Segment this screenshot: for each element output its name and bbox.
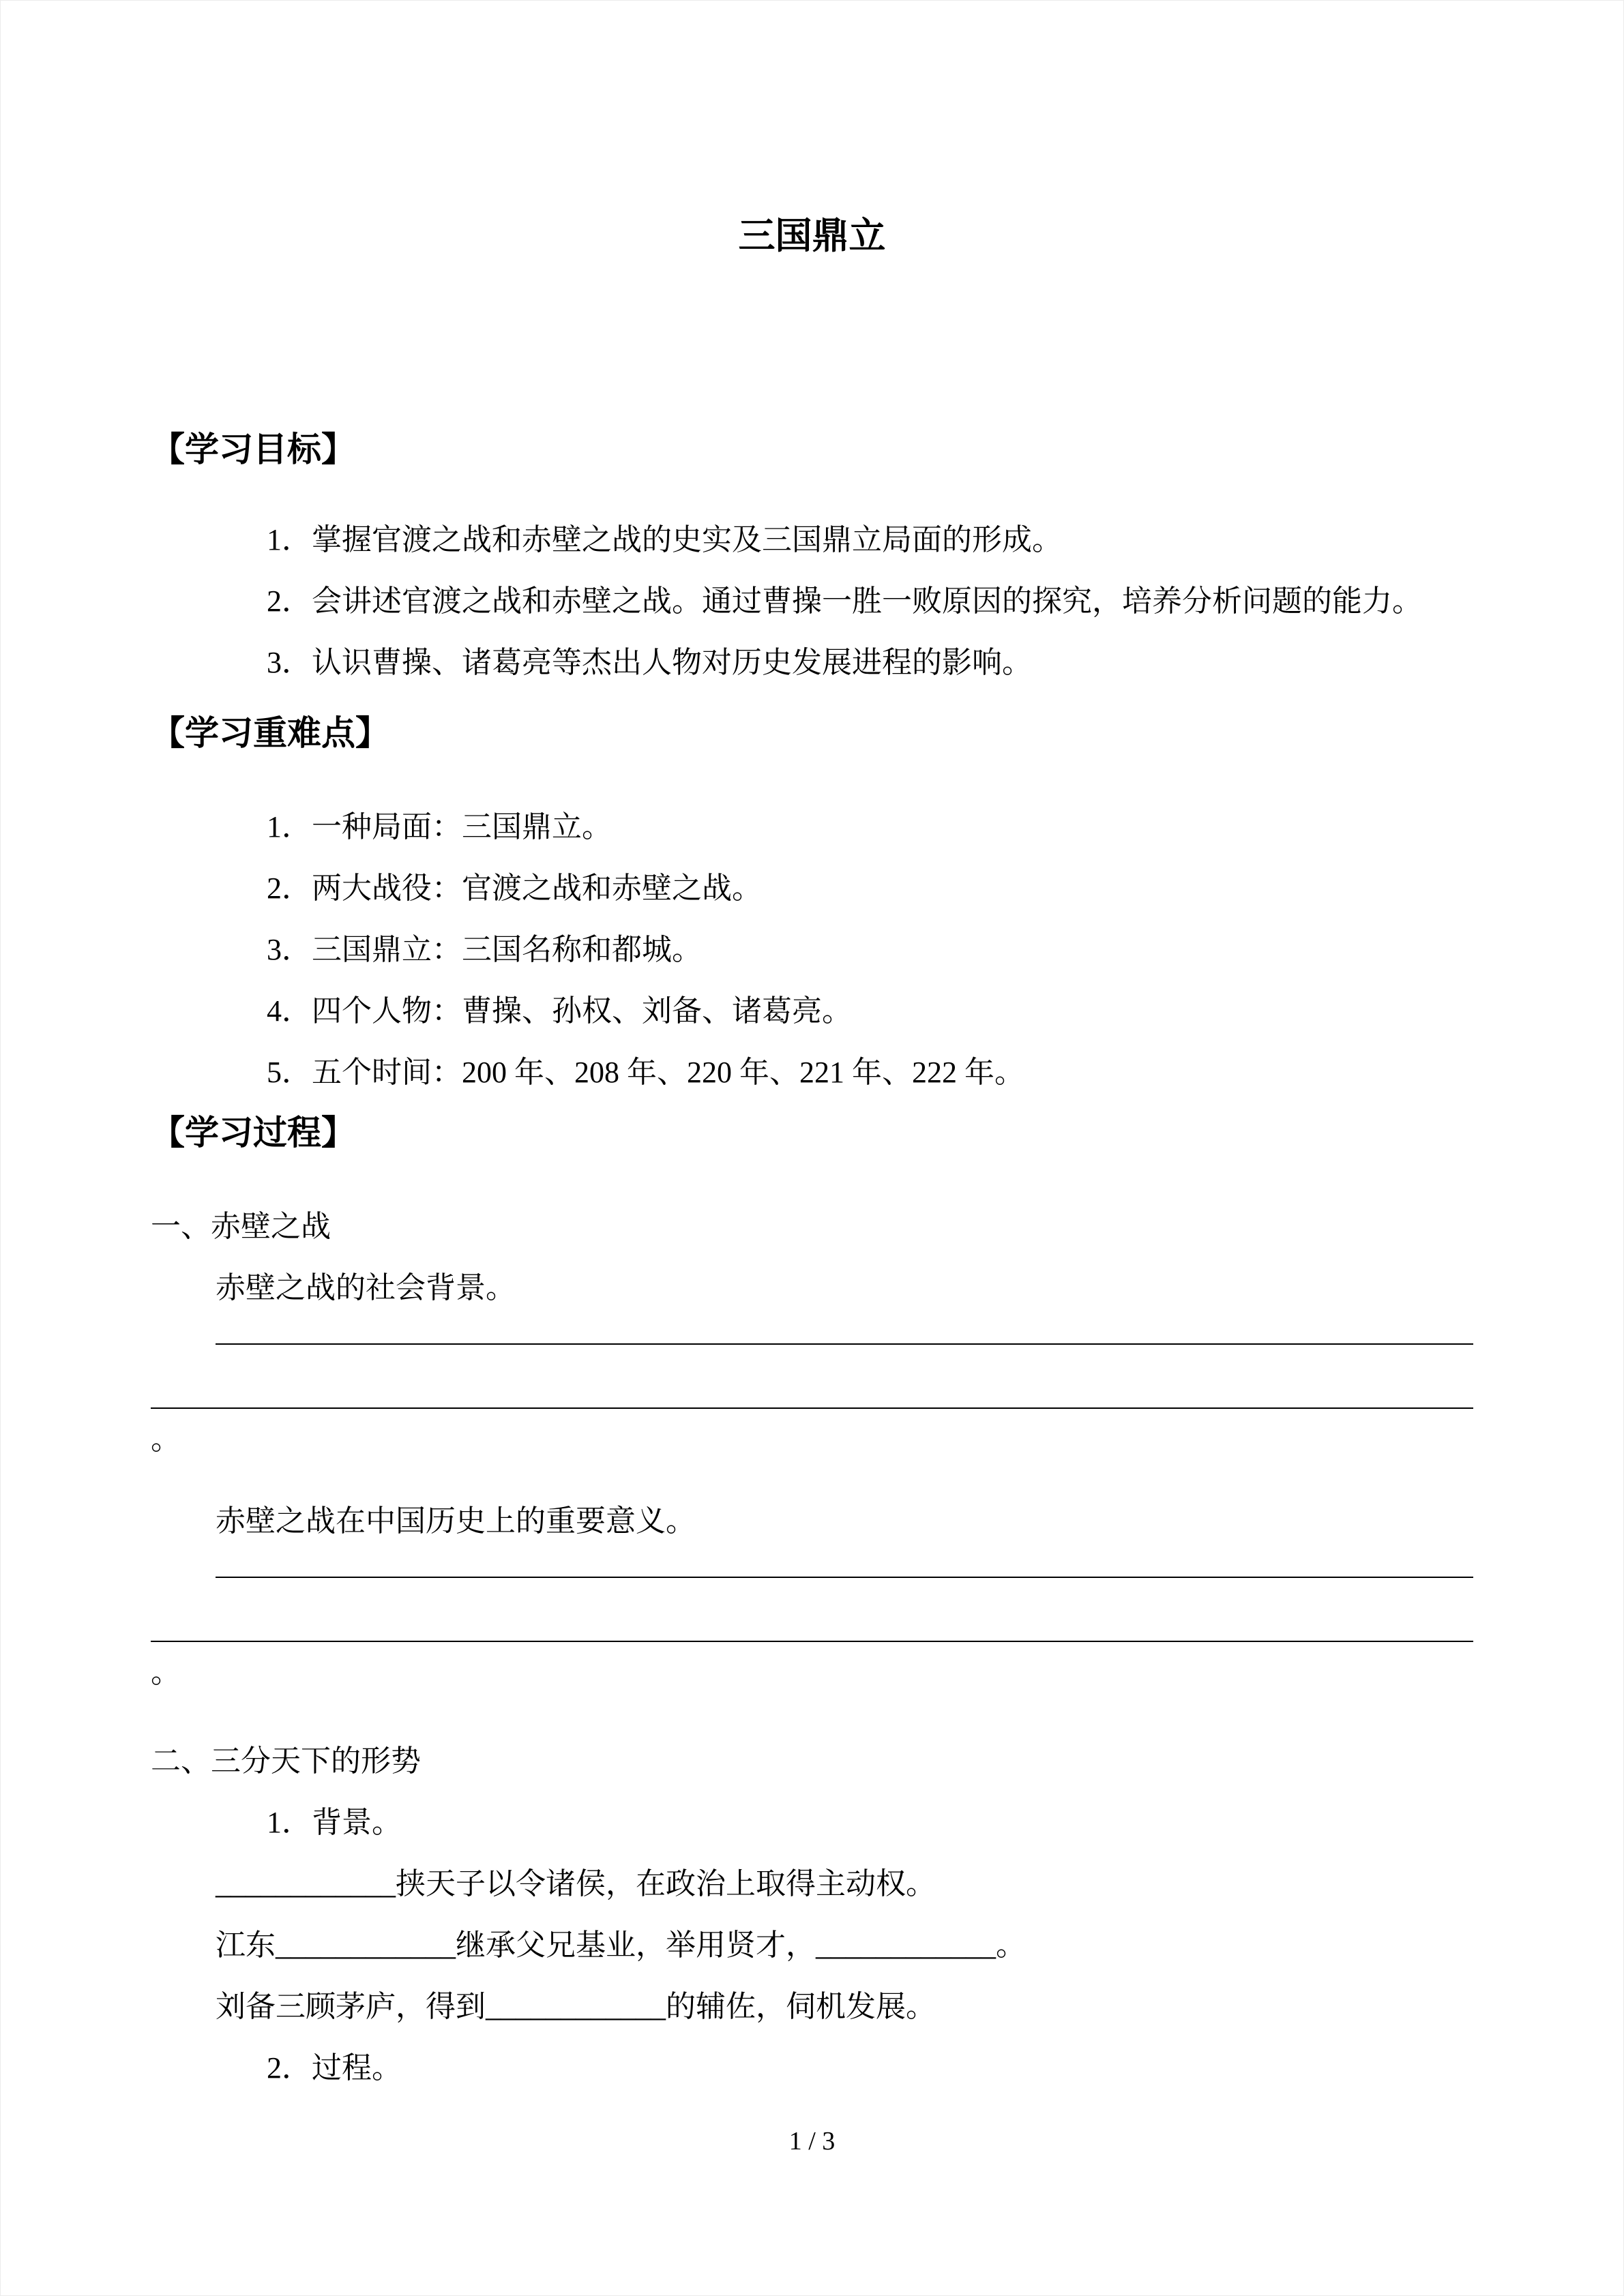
objective-item: 3．认识曹操、诸葛亮等杰出人物对历史发展进程的影响。 — [267, 646, 1032, 679]
section-heading-key-points: 【学习重难点】 — [151, 714, 389, 752]
objective-item: 2．会讲述官渡之战和赤壁之战。通过曹操一胜一败原因的探究，培养分析问题的能力。 — [267, 584, 1422, 618]
sub-item-process: 2．过程。 — [267, 2051, 402, 2085]
answer-line — [151, 1578, 1473, 1642]
section-heading-objectives: 【学习目标】 — [151, 430, 355, 468]
objective-item: 1．掌握官渡之战和赤壁之战的史实及三国鼎立局面的形成。 — [267, 523, 1062, 556]
fill-blank-line: 江东____________继承父兄基业，举用贤才，____________。 — [216, 1928, 1026, 1962]
objectives-list — [151, 509, 1473, 694]
page-number: 1 / 3 — [788, 2127, 836, 2156]
prompt-social-background: 赤壁之战的社会背景。 — [216, 1271, 516, 1304]
sub-item-background: 1．背景。 — [267, 1806, 402, 1839]
answer-line — [216, 1552, 1473, 1578]
answer-line — [216, 1319, 1473, 1345]
key-point-item: 4．四个人物：曹操、孙权、刘备、诸葛亮。 — [267, 994, 852, 1028]
document-title: 三国鼎立 — [738, 215, 886, 256]
key-point-item: 1．一种局面：三国鼎立。 — [267, 810, 612, 844]
key-points-list — [151, 796, 1473, 1103]
document-content — [1, 212, 1623, 2099]
subsection-title-three-powers: 二、三分天下的形势 — [151, 1744, 421, 1778]
prompt-historical-significance: 赤壁之战在中国历史上的重要意义。 — [216, 1504, 696, 1538]
key-point-item: 2．两大战役：官渡之战和赤壁之战。 — [267, 871, 762, 905]
subsection-title-red-cliffs: 一、赤壁之战 — [151, 1210, 331, 1243]
period-mark: 。 — [151, 1422, 181, 1456]
answer-line — [151, 1345, 1473, 1409]
section-heading-process: 【学习过程】 — [151, 1114, 355, 1152]
period-mark: 。 — [151, 1656, 181, 1689]
key-point-item: 3．三国鼎立：三国名称和都城。 — [267, 933, 702, 966]
key-point-item: 5．五个时间：200 年、208 年、220 年、221 年、222 年。 — [267, 1056, 1024, 1089]
fill-blank-line: ____________挟天子以令诸侯，在政治上取得主动权。 — [216, 1867, 936, 1900]
fill-blank-line: 刘备三顾茅庐，得到____________的辅佐，伺机发展。 — [216, 1990, 936, 2023]
